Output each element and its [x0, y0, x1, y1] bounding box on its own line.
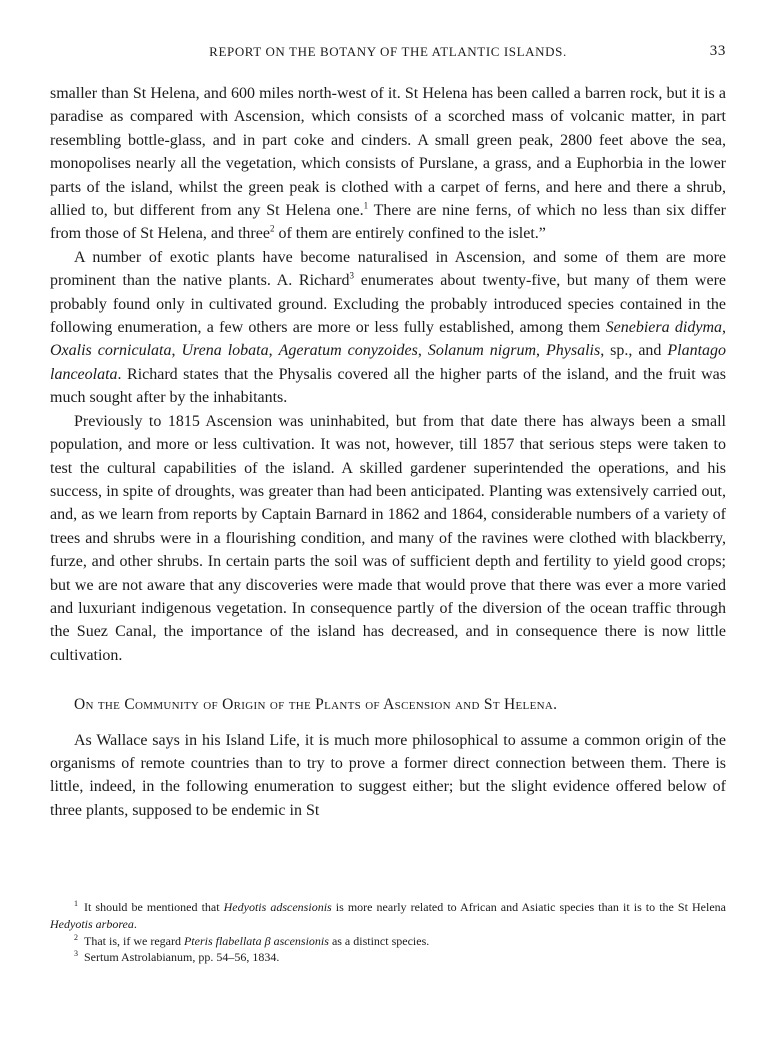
paragraph-4: As Wallace says in his Island Life, it is much more philosophical to assume a common origin of the organisms of remote countries than to try to prove a former direct connection between them. There is little, indeed, in the following enumeration to suggest either; but the slight evidence offered below of three plants, supposed to be endemic in St [50, 731, 726, 819]
separator: , [536, 342, 546, 360]
body-text [50, 82, 726, 822]
paragraph-text: A number of exotic plants have become naturalised in Ascension, and some of them are more prominent than the native plants. A. Richard [50, 248, 726, 290]
species-name: Hedyotis adscensionis [223, 900, 332, 914]
footnote-text: That is, if we regard [84, 933, 184, 948]
species-name: Ageratum conyzoides [278, 342, 418, 360]
species-name: Physalis [545, 342, 601, 360]
footnote-3 [50, 949, 726, 966]
footnotes [50, 899, 726, 966]
species-name: Pteris flabellata β ascensionis [183, 933, 329, 948]
footnote-mark: 1 [74, 899, 78, 908]
separator: , [722, 319, 727, 337]
paragraph-text: . Richard states that the Physalis covered all the higher parts of the island, and the fruit was much sought after by the inhabitants. [50, 365, 726, 407]
footnote-ref-3: 3 [349, 270, 355, 281]
paragraph-text: There are nine ferns, of which no less than six differ from those of St Helena, and three [50, 202, 727, 243]
footnote-2 [50, 933, 726, 950]
footnote-mark: 2 [74, 932, 78, 942]
paragraph-3: Previously to 1815 Ascension was uninhabited, but from that date there has always been a small population, and more or less cultivation. It was not, however, till 1857 that serious steps were taken to test the cultural capabilities of the island. A skilled gardener superintended the operations, and his success, in spite of droughts, was greater than had been anticipated. Planting was extensively carried out, and, as we learn from reports by Captain Barnard in 1862 and 1864, considerable numbers of a variety of trees and shrubs were in a flourishing condition, and many of the ravines were clothed with blackberry, furze, and other shrubs. In certain parts the soil was of sufficient depth and fertility to yield good crops; but we are not aware that any discoveries were made that would prove that there was ever a more varied and luxuriant indigenous vegetation. In consequence partly of the diversion of the ocean traffic through the Suez Canal, the importance of the island has decreased, and in consequence there is now little cultivation. [50, 412, 726, 664]
paragraph-text: smaller than St Helena, and 600 miles north-west of it. St Helena has been called a barren rock, but it is a paradise as compared with Ascension, which consists of a scorched mass of volcanic matter, in part resembling bottle-glass, and in part coke and cinders. A small green peak, 2800 feet above the sea, monopolises nearly all the vegetation, which consists of Purslane, a grass, and a Euphorbia in the lower parts of the island, whilst the green peak is clothed with a carpet of ferns, and here and there a shrub, allied to, but different from any St Helena one. [50, 85, 726, 220]
running-title: REPORT ON THE BOTANY OF THE ATLANTIC ISLANDS. [209, 44, 567, 59]
footnote-text: It should be mentioned that [84, 900, 224, 914]
footnote-text: as a distinct species. [328, 933, 430, 948]
species-name: Plantago lanceolata [50, 342, 727, 383]
footnote-text: Sertum Astrolabianum, pp. 54–56, 1834. [84, 950, 280, 965]
species-name: Urena lobata [181, 342, 269, 360]
species-name: Solanum nigrum [427, 342, 536, 360]
footnote-text: . [133, 916, 137, 931]
separator: , [417, 342, 428, 360]
paragraph-text: enumerates about twenty-five, but many of them were probably found only in cultivated ground. Excluding the probably introduced species contained in the following enumeration, a few others are more or less fully established, among them [50, 272, 726, 337]
footnote-ref-2: 2 [269, 224, 275, 235]
species-name: Oxalis corniculata [50, 342, 172, 360]
paragraph-1 [50, 82, 726, 246]
paragraph-2 [50, 246, 726, 410]
species-name: Senebiera didyma [605, 319, 723, 337]
paragraph-text: of them are entirely confined to the islet.” [274, 225, 546, 243]
species-name: Hedyotis arborea [50, 916, 134, 931]
separator: , [171, 342, 182, 360]
footnote-ref-1: 1 [363, 200, 369, 211]
separator: , [268, 342, 279, 360]
footnote-1 [50, 899, 726, 933]
separator: , sp., and [600, 342, 668, 360]
footnote-mark: 3 [74, 949, 78, 959]
section-heading: On the Community of Origin of the Plants of Ascension and St Helena. [74, 696, 558, 714]
footnote-text: is more nearly related to African and Asiatic species than it is to the St Helena [331, 900, 726, 914]
page-number: 33 [709, 43, 726, 59]
